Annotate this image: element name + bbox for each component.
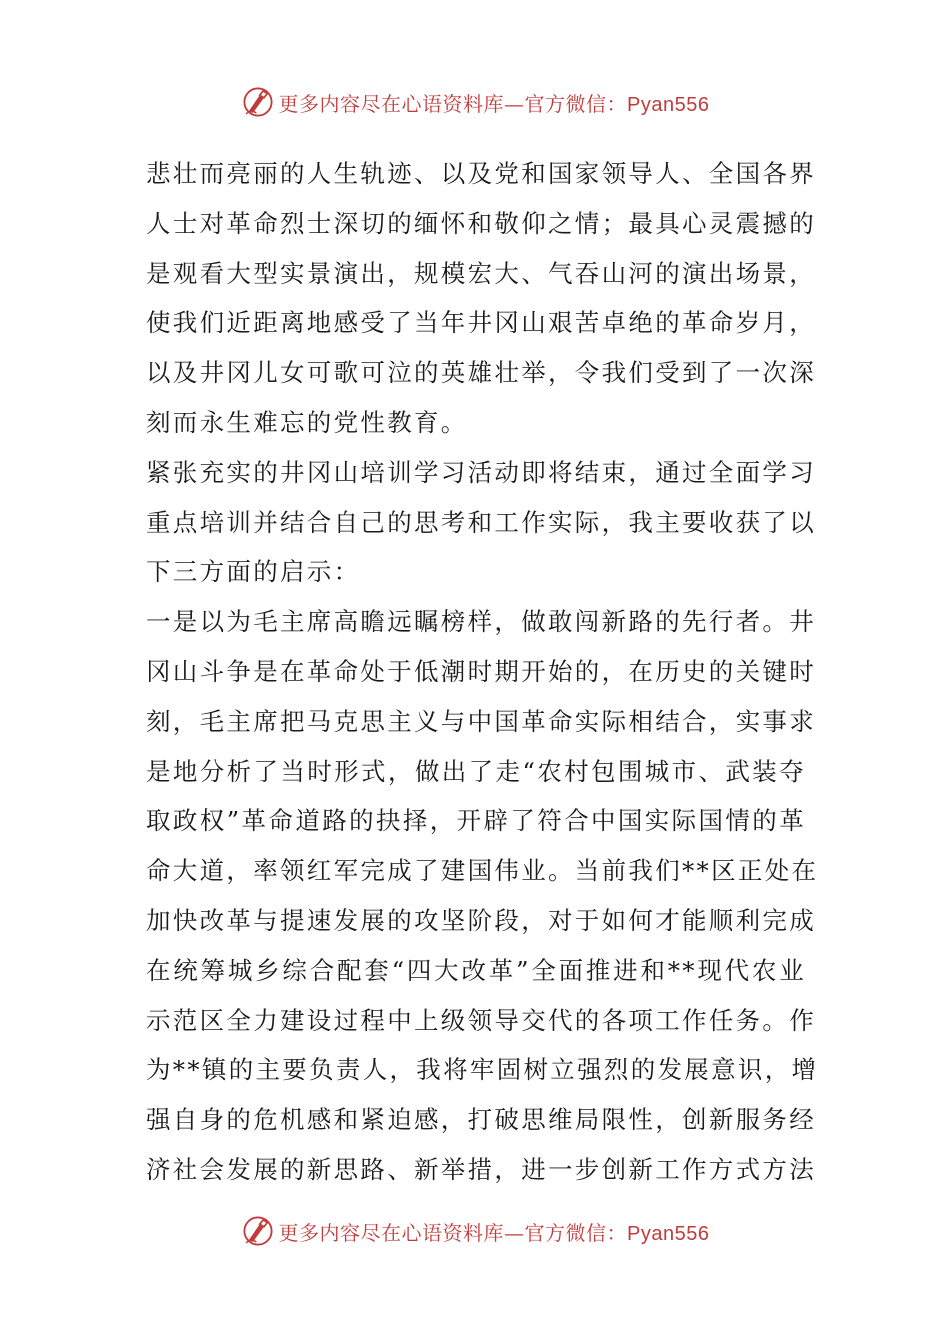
footer-banner	[0, 1209, 950, 1253]
header-banner-dash: —	[504, 91, 525, 116]
text-line: 使我们近距离地感受了当年井冈山艰苦卓绝的革命岁月，	[146, 308, 816, 338]
footer-banner-dash: —	[504, 1220, 525, 1245]
text-line: 刻而永生难忘的党性教育。	[146, 407, 468, 437]
header-banner-text	[279, 88, 710, 117]
text-line: 是地分析了当时形式，做出了走“农村包围城市、武装夺	[146, 756, 806, 786]
footer-banner-text	[279, 1217, 710, 1246]
text-line: 以及井冈儿女可歌可泣的英雄壮举，令我们受到了一次深	[146, 358, 816, 388]
footer-banner-wechat-label: 官方微信：	[524, 1220, 628, 1245]
pen-nib-logo-icon	[241, 1214, 275, 1248]
text-line: 济社会发展的新思路、新举措，进一步创新工作方式方法	[146, 1154, 816, 1184]
document-body	[146, 149, 819, 1195]
text-line: 悲壮而亮丽的人生轨迹、以及党和国家领导人、全国各界	[146, 159, 816, 188]
text-line: 示范区全力建设过程中上级领导交代的各项工作任务。作	[146, 1005, 816, 1035]
header-banner	[0, 80, 950, 124]
text-line: 人士对革命烈士深切的缅怀和敬仰之情；最具心灵震撼的	[146, 208, 816, 238]
text-line: 为**镇的主要负责人，我将牢固树立强烈的发展意识，增	[146, 1055, 819, 1085]
text-line: 紧张充实的井冈山培训学习活动即将结束，通过全面学习	[146, 457, 816, 487]
header-banner-wechat-id: Pyan556	[627, 93, 710, 116]
text-line: 在统筹城乡综合配套“四大改革”全面推进和**现代农业	[146, 955, 806, 985]
text-line: 冈山斗争是在革命处于低潮时期开始的，在历史的关键时	[146, 656, 816, 686]
text-line: 命大道，率领红军完成了建国伟业。当前我们**区正处在	[146, 856, 819, 886]
text-line: 下三方面的启示：	[146, 557, 361, 587]
text-line: 重点培训并结合自己的思考和工作实际，我主要收获了以	[146, 507, 816, 537]
text-line: 取政权”革命道路的抉择，开辟了符合中国实际国情的革	[146, 806, 806, 836]
footer-banner-main: 更多内容尽在心语资料库	[278, 1220, 505, 1245]
text-line: 一是以为毛主席高瞻远瞩榜样，做敢闯新路的先行者。井	[146, 607, 816, 637]
header-banner-wechat-label: 官方微信：	[524, 91, 628, 116]
header-banner-main: 更多内容尽在心语资料库	[278, 91, 505, 116]
pen-nib-logo-icon	[241, 85, 275, 119]
text-line: 加快改革与提速发展的攻坚阶段，对于如何才能顺利完成	[146, 905, 816, 935]
text-line: 强自身的危机感和紧迫感，打破思维局限性，创新服务经	[146, 1105, 816, 1135]
text-line: 刻，毛主席把马克思主义与中国革命实际相结合，实事求	[146, 706, 816, 736]
footer-banner-wechat-id: Pyan556	[627, 1222, 710, 1245]
text-line: 是观看大型实景演出，规模宏大、气吞山河的演出场景，	[146, 258, 816, 288]
